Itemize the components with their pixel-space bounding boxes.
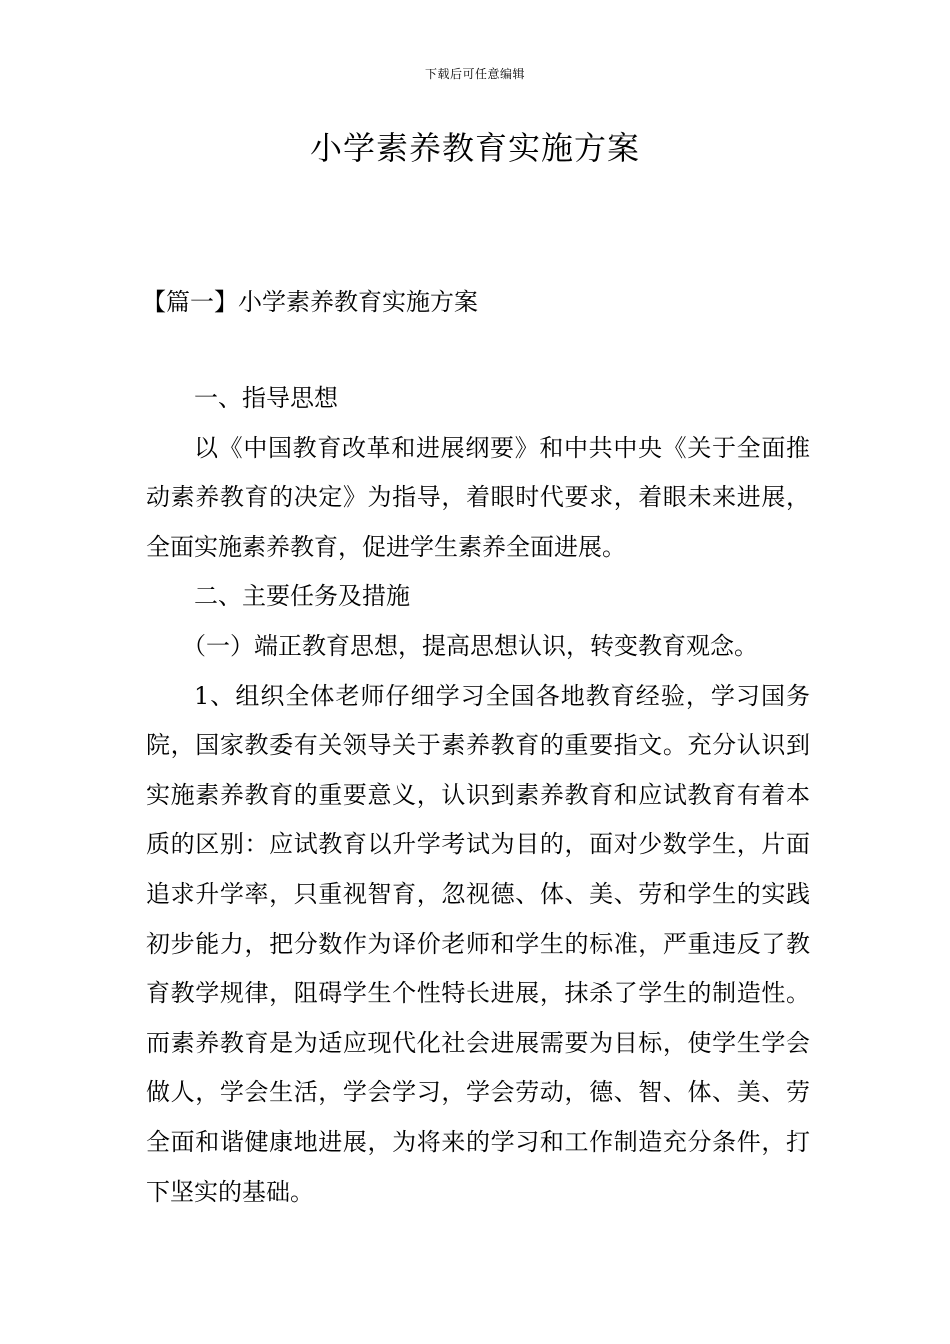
section-title: 【篇一】小学素养教育实施方案 — [142, 288, 478, 316]
subheading-correct-thinking: （一）端正教育思想，提高思想认识，转变教育观念。 — [182, 631, 758, 660]
document-body — [142, 282, 810, 1217]
header-note: 下载后可任意编辑 — [424, 67, 525, 81]
paragraph-item-1: 1、组织全体老师仔细学习全国各地教育经验，学习国务院，国家教委有关领导关于素养教育的重要指文。充分认识到实施素养教育的重要意义，认识到素养教育和应试教育有着本质的区别：应试教育以升学考试为目的，面对少数学生，片面追求升学率，只重视智育，忽视德、体、美、劳和学生的实践初步能力，把分数作为译价老师和学生的标准，严重违反了教育教学规律，阻碍学生个性特长进展，抹杀了学生的制造性。而素养教育是为适应现代化社会进展需要为目标，使学生学会做人，学会生活，学会学习，学会劳动，德、智、体、美、劳全面和谐健康地进展，为将来的学习和工作制造充分条件，打下坚实的基础。 — [146, 681, 810, 1206]
heading-guiding-ideology: 一、指导思想 — [194, 384, 338, 412]
heading-main-tasks: 二、主要任务及措施 — [194, 582, 410, 611]
document-title: 小学素养教育实施方案 — [309, 129, 640, 167]
paragraph-guiding-ideology: 以《中国教育改革和进展纲要》和中共中央《关于全面推动素养教育的决定》为指导，着眼时代要求，着眼未来进展，全面实施素养教育，促进学生素养全面进展。 — [146, 433, 810, 561]
